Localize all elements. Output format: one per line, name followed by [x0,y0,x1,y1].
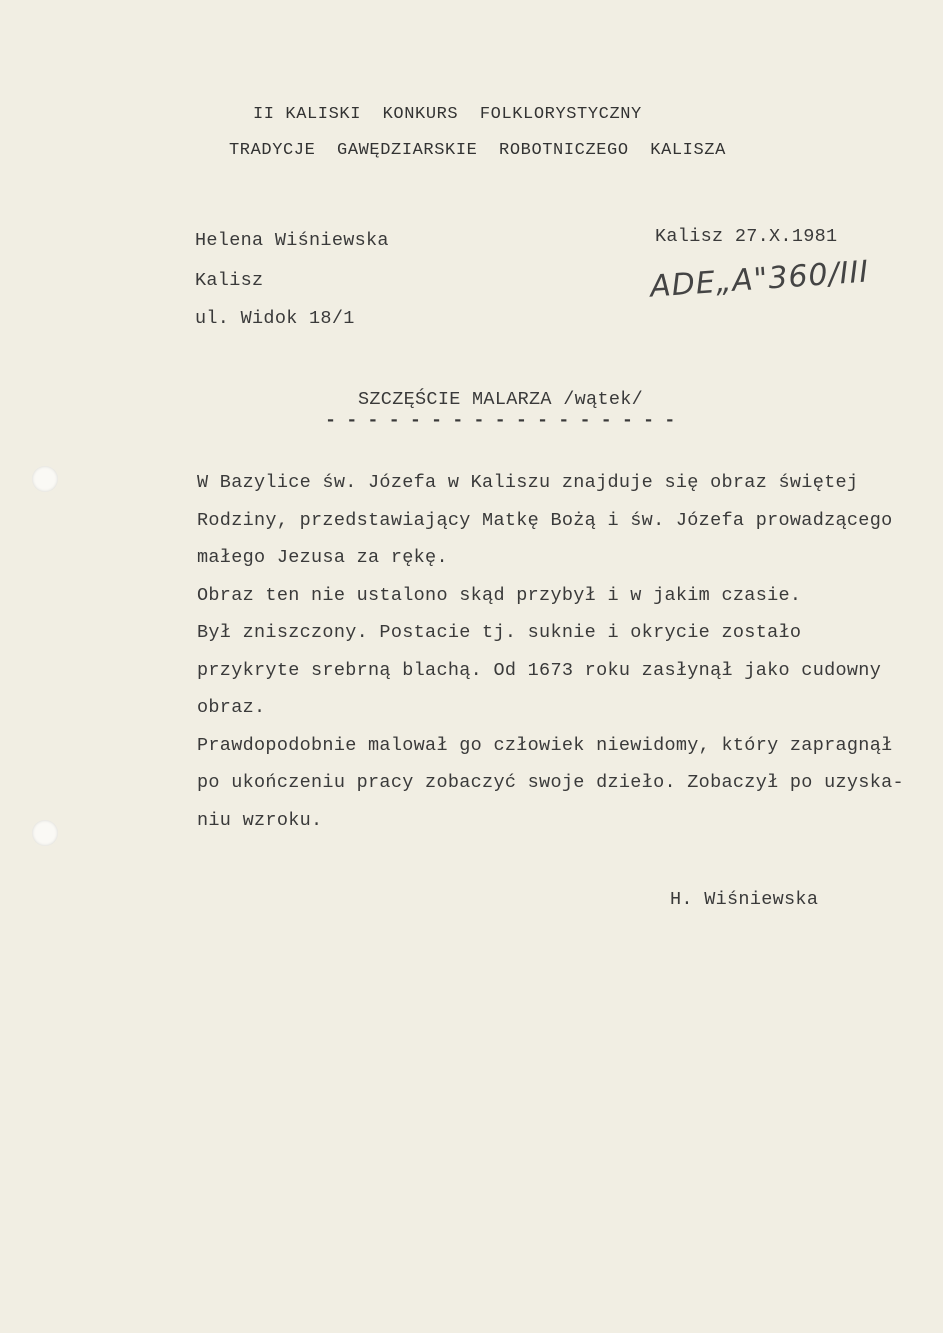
body-text [197,474,904,849]
signature: H. Wiśniewska [670,889,819,910]
header-line-1: II KALISKI KONKURS FOLKLORYSTYCZNY [253,105,642,124]
body-line: W Bazylice św. Józefa w Kaliszu znajduje się obraz świętej [197,472,859,493]
sender-street: ul. Widok 18/1 [195,308,355,329]
body-line: przykryte srebrną blachą. Od 1673 roku zasłynął jako cudowny [197,659,882,681]
body-line: Był zniszczony. Postacie tj. suknie i okrycie zostało [197,622,802,643]
body-line: Rodziny, przedstawiający Matkę Bożą i św. Józefa prowadzącego [197,509,893,531]
body-line: po ukończeniu pracy zobaczyć swoje dzieło. Zobaczył po uzyska- [197,772,904,793]
punch-hole [32,820,58,846]
body-line: niu wzroku. [197,809,323,831]
document-title: SZCZĘŚCIE MALARZA /wątek/ [358,389,644,410]
body-line: małego Jezusa za rękę. [197,547,448,568]
document-date: Kalisz 27.X.1981 [655,226,838,247]
header-line-2: TRADYCJE GAWĘDZIARSKIE ROBOTNICZEGO KALISZA [229,141,726,160]
title-underline: - - - - - - - - - - - - - - - - - [325,410,675,431]
body-line: Prawdopodobnie malował go człowiek niewidomy, który zapragnął [197,734,893,756]
body-line: Obraz ten nie ustalono skąd przybył i w jakim czasie. [197,584,802,606]
sender-city: Kalisz [195,270,264,291]
archive-mark: ADE„A"360/III [649,254,871,305]
body-line: obraz. [197,697,266,718]
sender-name: Helena Wiśniewska [195,230,389,251]
punch-hole [32,466,58,492]
